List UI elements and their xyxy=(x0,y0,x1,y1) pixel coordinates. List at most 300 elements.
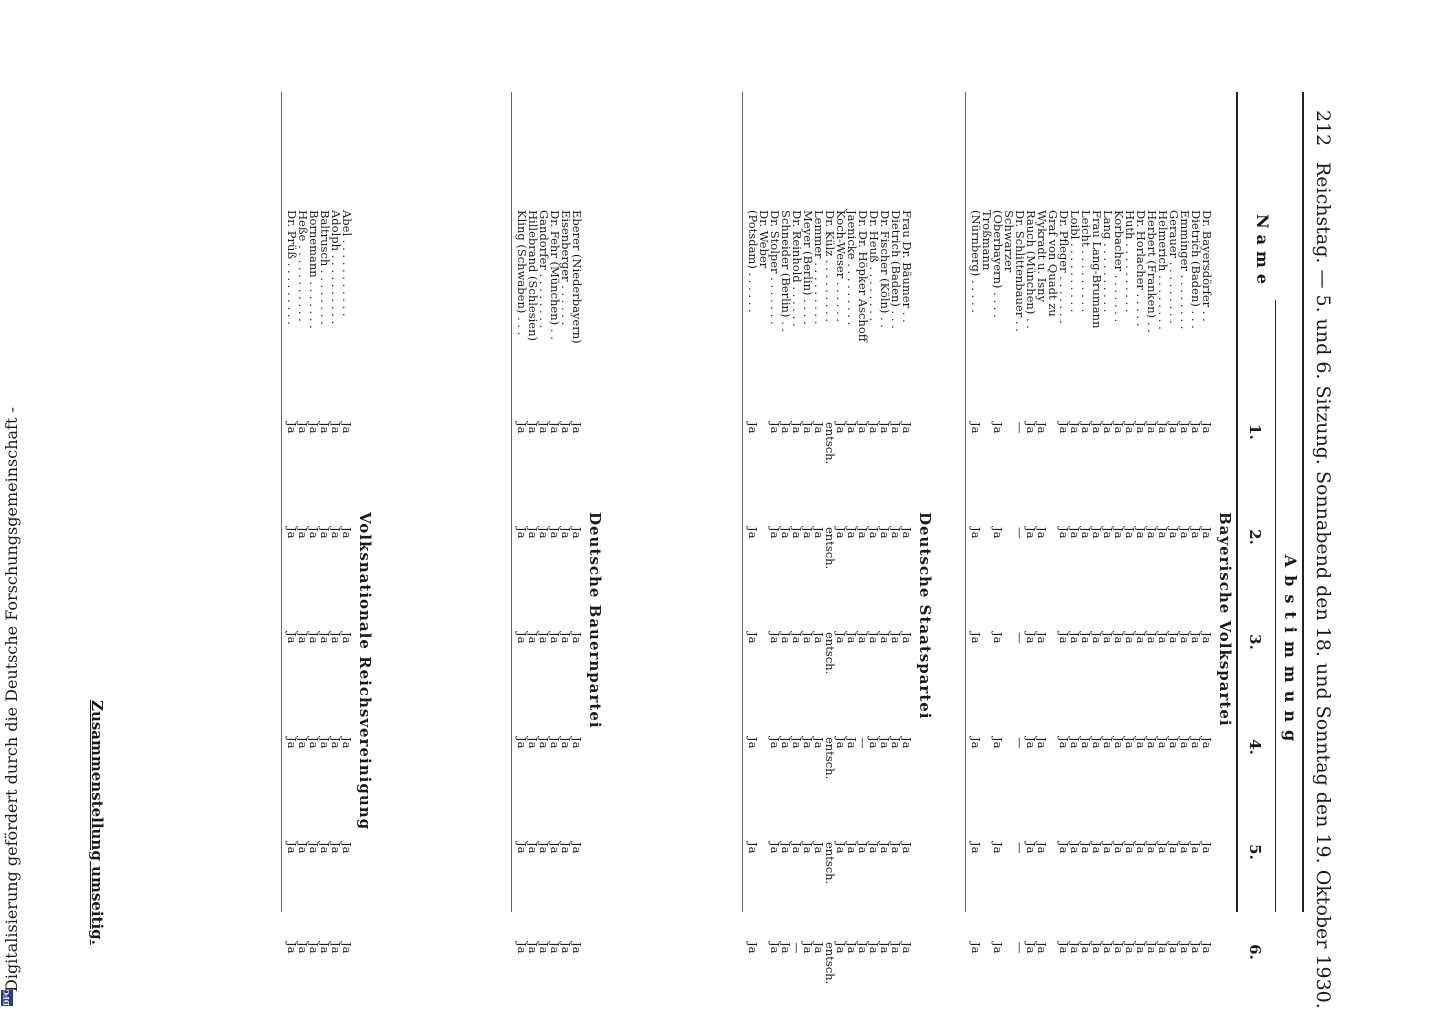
vote-cell: Ja xyxy=(285,422,299,434)
vote-cell: Ja xyxy=(1101,942,1115,954)
vote-cell: Ja xyxy=(889,942,903,954)
vote-cell: Ja xyxy=(801,737,815,749)
vote-cell: Ja xyxy=(1167,737,1181,749)
vote-cell: Ja xyxy=(537,737,551,749)
vote-cell: Ja xyxy=(834,422,848,434)
vote-cell: Ja xyxy=(746,527,760,539)
vote-cell: Ja xyxy=(307,842,321,854)
vote-cell: Ja xyxy=(1079,632,1093,644)
vote-cell: Ja xyxy=(1156,422,1170,434)
vote-cell: Ja xyxy=(1178,737,1192,749)
member-name: Bornemann . . . . . . . xyxy=(307,210,321,329)
table-head xyxy=(1236,92,1304,960)
vote-cell: Ja xyxy=(1145,527,1159,539)
member-name: Adolph . . . . . . . . . . xyxy=(329,210,343,325)
vote-cell: Ja xyxy=(1200,737,1214,749)
vote-cell: Ja xyxy=(318,422,332,434)
vote-cell: Ja xyxy=(559,942,573,954)
vote-cell: Ja xyxy=(340,942,354,954)
vote-cell: Ja xyxy=(1156,842,1170,854)
vote-cell: Ja xyxy=(900,632,914,644)
vote-cell: Ja xyxy=(867,422,881,434)
vote-cell: Ja xyxy=(889,527,903,539)
member-name: Graf von Quadt zu xyxy=(1046,210,1060,317)
vote-cell: Ja xyxy=(801,422,815,434)
vote-cell: Ja xyxy=(856,422,870,434)
vote-cell: entsch. xyxy=(823,632,837,675)
vote-cell: Ja xyxy=(1024,632,1038,644)
vote-cell: Ja xyxy=(1134,942,1148,954)
vote-cell: Ja xyxy=(867,737,881,749)
vote-cell: Ja xyxy=(790,632,804,644)
vote-cell: Ja xyxy=(1057,632,1071,644)
vote-cell: Ja xyxy=(1178,632,1192,644)
vote-cell: Ja xyxy=(1057,527,1071,539)
vote-cell: Ja xyxy=(1090,527,1104,539)
vote-cell: Ja xyxy=(878,737,892,749)
vote-cell: Ja xyxy=(548,942,562,954)
vote-cell: Ja xyxy=(1156,737,1170,749)
party-title: Deutsche Staatspartei xyxy=(916,512,934,720)
vote-cell: Ja xyxy=(329,422,343,434)
vote-cell: Ja xyxy=(318,942,332,954)
summary-note: Zusammenstellung umseitig. xyxy=(88,700,106,945)
vote-cell: — xyxy=(1013,942,1027,954)
vote-cell: Ja xyxy=(1134,422,1148,434)
member-name: Dr. Weber xyxy=(757,210,771,269)
vote-cell: Ja xyxy=(1035,527,1049,539)
vote-cell: Ja xyxy=(1068,842,1082,854)
member-name: (Nürnberg) . . . . . xyxy=(969,210,983,313)
vote-cell: Ja xyxy=(768,422,782,434)
vote-cell: Ja xyxy=(1200,527,1214,539)
vote-cell: entsch. xyxy=(823,737,837,780)
vote-cell: Ja xyxy=(1068,527,1082,539)
vote-cell: Ja xyxy=(1112,527,1126,539)
head-divider-rule xyxy=(1275,300,1276,912)
vote-cell: Ja xyxy=(1156,942,1170,954)
vote-cell: Ja xyxy=(1189,632,1203,644)
vote-cell: Ja xyxy=(768,737,782,749)
vote-cell: Ja xyxy=(329,842,343,854)
table-row xyxy=(515,92,529,954)
vote-cell: Ja xyxy=(1068,942,1082,954)
vote-cell: Ja xyxy=(1145,422,1159,434)
table-row xyxy=(746,92,760,954)
vote-cell: Ja xyxy=(570,942,584,954)
vote-cell: Ja xyxy=(768,632,782,644)
vote-cell: Ja xyxy=(329,527,343,539)
vote-cell: Ja xyxy=(1079,527,1093,539)
vote-cell: Ja xyxy=(834,737,848,749)
vote-cell: Ja xyxy=(1112,842,1126,854)
vote-cell: Ja xyxy=(889,632,903,644)
vote-cell: Ja xyxy=(845,527,859,539)
vote-cell: Ja xyxy=(889,422,903,434)
vote-cell: Ja xyxy=(1024,737,1038,749)
vote-cell: Ja xyxy=(812,632,826,644)
member-name: Rauch (München) . . xyxy=(1024,210,1038,329)
vote-cell: Ja xyxy=(991,527,1005,539)
vote-cell: Ja xyxy=(1112,422,1126,434)
vote-cell: Ja xyxy=(318,632,332,644)
vote-cell: Ja xyxy=(1123,422,1137,434)
vote-cell: Ja xyxy=(296,842,310,854)
vote-cell: entsch. xyxy=(823,527,837,570)
vote-cell: Ja xyxy=(1134,842,1148,854)
member-name: Frau Lang-Brumann xyxy=(1090,210,1104,329)
vote-cell: Ja xyxy=(779,842,793,854)
party-separator xyxy=(742,92,743,912)
vote-cell: Ja xyxy=(537,842,551,854)
member-name: Koch-Weser . . . . . . xyxy=(834,210,848,323)
vote-cell: Ja xyxy=(548,632,562,644)
table-row xyxy=(969,92,983,954)
vote-cell: Ja xyxy=(878,942,892,954)
vote-cell: Ja xyxy=(559,842,573,854)
member-name: Dr. Reinhold . . . . . . xyxy=(790,210,804,327)
vote-cell: Ja xyxy=(559,632,573,644)
vote-cell: Ja xyxy=(570,527,584,539)
name-column-header: Name xyxy=(1253,213,1272,291)
vote-cell: Ja xyxy=(340,527,354,539)
vote-cell: Ja xyxy=(1068,422,1082,434)
vote-cell: Ja xyxy=(801,632,815,644)
vote-cell: entsch. xyxy=(823,422,837,465)
vote-cell: Ja xyxy=(526,527,540,539)
vote-cell: Ja xyxy=(867,527,881,539)
member-name: Dr. Heuß . . . . . . . . xyxy=(867,210,881,322)
column-3-header: 3. xyxy=(1246,634,1264,650)
vote-cell: Ja xyxy=(1090,942,1104,954)
vote-cell: Ja xyxy=(1178,942,1192,954)
vote-cell: Ja xyxy=(570,422,584,434)
vote-cell: Ja xyxy=(1145,842,1159,854)
vote-cell: Ja xyxy=(1101,737,1115,749)
member-name: Hillebrand (Schlesien) xyxy=(526,210,540,341)
vote-column-header: Abstimmung xyxy=(1281,554,1300,750)
vote-cell: Ja xyxy=(867,942,881,954)
vote-cell: Ja xyxy=(515,737,529,749)
member-name: Dr. Prüß . . . . . . . . . xyxy=(285,210,299,325)
vote-cell: Ja xyxy=(801,942,815,954)
member-name: Dr. Fischer (Köln) . . xyxy=(878,210,892,329)
vote-cell: Ja xyxy=(834,842,848,854)
member-name: Schwarzer xyxy=(1002,210,1016,273)
member-name: Huth . . . . . . . . . . xyxy=(1123,210,1137,313)
vote-cell: Ja xyxy=(790,737,804,749)
vote-cell: Ja xyxy=(878,527,892,539)
vote-cell: Ja xyxy=(1079,842,1093,854)
vote-cell: Ja xyxy=(548,842,562,854)
member-name: Dr. Pfleger . . . . . . . xyxy=(1057,210,1071,324)
column-1-header: 1. xyxy=(1246,424,1264,440)
vote-cell: Ja xyxy=(812,737,826,749)
vote-cell: Ja xyxy=(548,527,562,539)
vote-cell: Ja xyxy=(1101,527,1115,539)
vote-cell: Ja xyxy=(1101,842,1115,854)
vote-cell: Ja xyxy=(318,737,332,749)
vote-cell: Ja xyxy=(889,842,903,854)
vote-cell: Ja xyxy=(801,527,815,539)
vote-cell: Ja xyxy=(1167,632,1181,644)
member-name: Helmerich . . . . . . . . xyxy=(1156,210,1170,330)
party-title: Deutsche Bauernpartei xyxy=(586,512,604,729)
vote-cell: Ja xyxy=(296,942,310,954)
vote-cell: Ja xyxy=(900,942,914,954)
vote-cell: Ja xyxy=(969,737,983,749)
column-6-header: 6. xyxy=(1246,944,1264,960)
vote-cell: Ja xyxy=(1123,737,1137,749)
vote-cell: Ja xyxy=(1079,422,1093,434)
vote-cell: Ja xyxy=(889,737,903,749)
member-name: Dr. Dr. Höpker Aschoff xyxy=(856,210,870,342)
vote-cell: Ja xyxy=(537,527,551,539)
column-4-header: 4. xyxy=(1246,739,1264,755)
vote-cell: Ja xyxy=(878,632,892,644)
vote-cell: — xyxy=(1013,527,1027,539)
vote-cell: Ja xyxy=(340,422,354,434)
vote-cell: Ja xyxy=(285,737,299,749)
vote-cell: Ja xyxy=(1057,737,1071,749)
vote-cell: Ja xyxy=(991,942,1005,954)
vote-cell: Ja xyxy=(856,942,870,954)
vote-cell: Ja xyxy=(296,737,310,749)
party-separator xyxy=(511,92,512,912)
member-name: Eberer (Niederbayern) xyxy=(570,210,584,344)
member-name: Frau Dr. Bäumer . . xyxy=(900,210,914,323)
vote-cell: Ja xyxy=(285,632,299,644)
vote-cell: Ja xyxy=(340,632,354,644)
member-name: Lang . . . . . . . . . . xyxy=(1101,210,1115,313)
vote-cell: Ja xyxy=(779,942,793,954)
vote-cell: Ja xyxy=(845,942,859,954)
vote-cell: Ja xyxy=(1200,632,1214,644)
party-separator xyxy=(281,92,282,912)
vote-cell: Ja xyxy=(812,842,826,854)
vote-cell: Ja xyxy=(991,422,1005,434)
vote-cell: Ja xyxy=(515,422,529,434)
vote-cell: Ja xyxy=(746,737,760,749)
vote-cell: Ja xyxy=(570,737,584,749)
vote-cell: Ja xyxy=(746,842,760,854)
vote-cell: Ja xyxy=(296,632,310,644)
member-name: (Oberbayern) . . . . xyxy=(991,210,1005,318)
vote-cell: Ja xyxy=(1156,632,1170,644)
vote-cell: Ja xyxy=(1134,632,1148,644)
vote-cell: Ja xyxy=(768,842,782,854)
vote-cell: Ja xyxy=(1123,527,1137,539)
vote-cell: Ja xyxy=(307,632,321,644)
vote-cell: Ja xyxy=(790,422,804,434)
member-name: Kling (Schwaben) . . . xyxy=(515,210,529,336)
member-name: Wykradt u. Isny xyxy=(1035,210,1049,303)
member-name: Baltrusch . . . . . . . . xyxy=(318,210,332,325)
vote-cell: Ja xyxy=(969,527,983,539)
vote-cell: Ja xyxy=(812,942,826,954)
member-name: Leicht . . . . . . . . . xyxy=(1079,210,1093,313)
vote-cell: Ja xyxy=(878,422,892,434)
vote-cell: entsch. xyxy=(823,842,837,885)
vote-cell: Ja xyxy=(329,632,343,644)
vote-cell: Ja xyxy=(526,737,540,749)
vote-cell: Ja xyxy=(1024,842,1038,854)
vote-cell: Ja xyxy=(1057,842,1071,854)
header-title: Reichstag. — 5. und 6. Sitzung. Sonnabend den 18. und Sonntag den 19. Oktober 1930. xyxy=(1312,162,1334,1009)
member-name: Dr. Schlittenbauer . . xyxy=(1013,210,1027,332)
member-name: Gandorfer . . . . . . . . xyxy=(537,210,551,329)
vote-cell: Ja xyxy=(318,842,332,854)
party-title: Bayerische Volkspartei xyxy=(1216,512,1234,727)
vote-cell: Ja xyxy=(1090,737,1104,749)
vote-cell: — xyxy=(1013,842,1027,854)
vote-cell: Ja xyxy=(307,422,321,434)
vote-cell: Ja xyxy=(1024,942,1038,954)
member-name: Herbert (Franken) . . xyxy=(1145,210,1159,333)
vote-cell: Ja xyxy=(296,422,310,434)
dfg-note: Digitalisierung gefördert durch die Deutsche Forschungsgemeinschaft - xyxy=(2,407,21,992)
vote-cell: Ja xyxy=(900,422,914,434)
vote-cell: Ja xyxy=(1189,842,1203,854)
vote-cell: Ja xyxy=(1123,632,1137,644)
vote-cell: Ja xyxy=(1024,422,1038,434)
vote-cell: Ja xyxy=(296,527,310,539)
vote-cell: Ja xyxy=(537,632,551,644)
vote-cell: Ja xyxy=(1145,942,1159,954)
vote-cell: Ja xyxy=(1112,632,1126,644)
vote-cell: Ja xyxy=(515,527,529,539)
vote-cell: Ja xyxy=(329,942,343,954)
vote-cell: Ja xyxy=(307,737,321,749)
vote-cell: Ja xyxy=(1134,527,1148,539)
vote-cell: Ja xyxy=(991,632,1005,644)
vote-cell: Ja xyxy=(1189,527,1203,539)
vote-cell: Ja xyxy=(285,527,299,539)
vote-cell: Ja xyxy=(285,942,299,954)
vote-cell: Ja xyxy=(801,842,815,854)
vote-cell: Ja xyxy=(845,737,859,749)
vote-cell: — xyxy=(790,942,804,954)
vote-cell: — xyxy=(856,737,870,749)
member-name: Dr. Stolper . . . . . . . xyxy=(768,210,782,325)
vote-cell: Ja xyxy=(867,842,881,854)
vote-cell: Ja xyxy=(340,842,354,854)
vote-cell: Ja xyxy=(779,422,793,434)
vote-cell: Ja xyxy=(1090,842,1104,854)
vote-cell: Ja xyxy=(1178,422,1192,434)
vote-cell: Ja xyxy=(856,527,870,539)
vote-cell: Ja xyxy=(969,842,983,854)
vote-cell: Ja xyxy=(340,737,354,749)
member-name: Dr. Bayersdörfer . . xyxy=(1200,210,1214,322)
vote-cell: Ja xyxy=(845,632,859,644)
vote-cell: Ja xyxy=(1178,842,1192,854)
member-name: Eisenberger . . . . . . xyxy=(559,210,573,326)
vote-cell: Ja xyxy=(1112,942,1126,954)
vote-cell: Ja xyxy=(1090,632,1104,644)
member-name: Jaenicke . . . . . . . . . xyxy=(845,210,859,326)
vote-cell: Ja xyxy=(537,942,551,954)
vote-cell: Ja xyxy=(991,737,1005,749)
page-header xyxy=(1304,110,1334,1009)
member-name: Dr. Külz . . . . . . . . . xyxy=(823,210,837,323)
vote-cell: Ja xyxy=(307,942,321,954)
vote-cell: Ja xyxy=(856,842,870,854)
vote-cell: Ja xyxy=(1189,942,1203,954)
party-separator xyxy=(965,92,966,912)
vote-cell: Ja xyxy=(969,632,983,644)
vote-cell: Ja xyxy=(285,842,299,854)
vote-cell: Ja xyxy=(834,632,848,644)
vote-cell: Ja xyxy=(559,422,573,434)
vote-cell: Ja xyxy=(991,842,1005,854)
vote-cell: Ja xyxy=(318,527,332,539)
vote-cell: entsch. xyxy=(823,942,837,985)
vote-cell: Ja xyxy=(768,942,782,954)
column-5-header: 5. xyxy=(1246,844,1264,860)
vote-cell: Ja xyxy=(1079,942,1093,954)
vote-cell: Ja xyxy=(1057,942,1071,954)
vote-cell: Ja xyxy=(1101,632,1115,644)
vote-cell: Ja xyxy=(834,942,848,954)
vote-cell: Ja xyxy=(1024,527,1038,539)
vote-cell: Ja xyxy=(515,632,529,644)
member-name: Troßmann xyxy=(980,210,994,271)
vote-cell: Ja xyxy=(1167,942,1181,954)
dfg-footer xyxy=(0,0,21,1006)
vote-cell: Ja xyxy=(1035,422,1049,434)
member-name: Loibl . . . . . . . . . . xyxy=(1068,210,1082,313)
vote-cell: Ja xyxy=(1167,842,1181,854)
vote-cell: Ja xyxy=(746,632,760,644)
vote-cell: Ja xyxy=(790,527,804,539)
vote-cell: Ja xyxy=(1200,842,1214,854)
vote-cell: Ja xyxy=(570,842,584,854)
vote-cell: Ja xyxy=(746,422,760,434)
vote-cell: Ja xyxy=(1145,632,1159,644)
vote-cell: Ja xyxy=(845,422,859,434)
vote-cell: Ja xyxy=(1189,737,1203,749)
member-name: Dr. Fehr (München) . . xyxy=(548,210,562,340)
vote-cell: Ja xyxy=(834,527,848,539)
vote-cell: Ja xyxy=(1068,632,1082,644)
vote-cell: Ja xyxy=(1200,942,1214,954)
vote-cell: Ja xyxy=(1079,737,1093,749)
vote-cell: Ja xyxy=(1112,737,1126,749)
member-name: (Potsdam) . . . . . . xyxy=(746,210,760,313)
vote-cell: Ja xyxy=(1156,527,1170,539)
vote-cell: Ja xyxy=(856,632,870,644)
vote-cell: — xyxy=(1013,737,1027,749)
member-name: Gerauer . . . . . . . . . xyxy=(1167,210,1181,324)
vote-cell: Ja xyxy=(812,527,826,539)
table-row xyxy=(285,92,299,954)
vote-cell: Ja xyxy=(548,422,562,434)
vote-cell: Ja xyxy=(1189,422,1203,434)
vote-cell: Ja xyxy=(779,632,793,644)
head-bottom-rule xyxy=(1236,92,1238,912)
member-name: Lemmer . . . . . . . . . xyxy=(812,210,826,325)
vote-cell: Ja xyxy=(526,842,540,854)
vote-cell: Ja xyxy=(812,422,826,434)
vote-cell: Ja xyxy=(790,842,804,854)
vote-cell: Ja xyxy=(1035,842,1049,854)
dfg-logo: DFG xyxy=(2,988,11,1006)
member-name: Emminger . . . . . . . . xyxy=(1178,210,1192,330)
vote-cell: Ja xyxy=(307,527,321,539)
column-2-header: 2. xyxy=(1246,529,1264,545)
vote-cell: Ja xyxy=(548,737,562,749)
